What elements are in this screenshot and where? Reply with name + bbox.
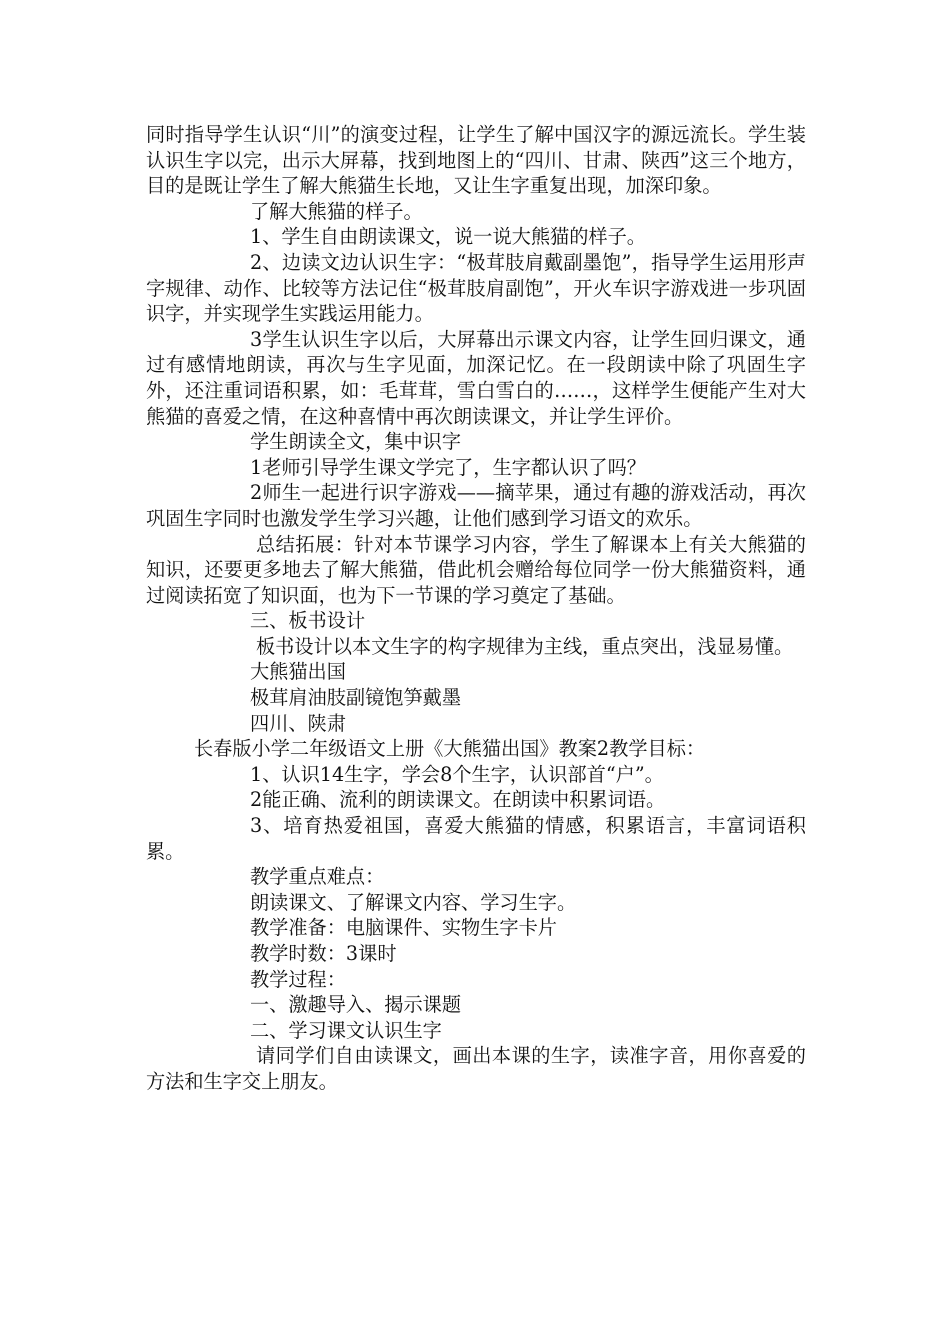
paragraph: 1、认识14生字，学会8个生字，认识部首“户”。 (250, 762, 664, 786)
paragraph: 请同学们自由读课文，画出本课的生字，读准字音，用你喜爱的方法和生字交上朋友。 (146, 1044, 806, 1093)
paragraph: 一、激趣导入、揭示课题 (250, 993, 462, 1017)
paragraph: 2、边读文边认识生字：“极茸肢肩戴副墨饱”，指导学生运用形声字规律、动作、比较等方法记住“极茸肢肩副饱”，开火车识字游戏进一步巩固识字，并实现学生实践运用能力。 (146, 250, 806, 326)
paragraph: 教学过程： (250, 967, 346, 991)
section-heading: 三、板书设计 (250, 609, 366, 633)
paragraph: 教学时数：3课时 (250, 942, 397, 965)
paragraph: 3、培育热爱祖国，喜爱大熊猫的情感，积累语言，丰富词语积累。 (146, 814, 806, 863)
objective-heading: 教学目标： (609, 737, 706, 761)
paragraph: 2能正确、流利的朗读课文。在朗读中积累词语。 (250, 788, 666, 812)
paragraph: 1、学生自由朗读课文，说一说大熊猫的样子。 (250, 225, 646, 249)
document-body (146, 122, 806, 1095)
paragraph: 朗读课文、了解课文内容、学习生字。 (250, 890, 577, 914)
paragraph: 1老师引导学生课文学完了，生字都认识了吗？ (250, 455, 646, 479)
paragraph: 总结拓展：针对本节课学习内容，学生了解课本上有关大熊猫的知识，还要更多地去了解大熊猫，借此机会赠给每位同学一份大熊猫资料，通过阅读拓宽了知识面，也为下一节课的学习奠定了基础。 (146, 532, 806, 607)
paragraph: 了解大熊猫的样子。 (250, 199, 423, 223)
paragraph: 板书设计以本文生字的构字规律为主线，重点突出，浅显易懂。 (256, 634, 794, 658)
paragraph: 3学生认识生字以后，大屏幕出示课文内容，让学生回归课文，通过有感情地朗读，再次与生字见面，加深记忆。在一段朗读中除了巩固生字外，还注重词语积累，如：毛茸茸，雪白雪白的……，这样学生便能产生对大熊猫的喜爱之情，在这种喜情中再次朗读课文，并让学生评价。 (146, 327, 806, 428)
board-line: 四川、陕肃 (250, 711, 346, 735)
board-line: 极茸肩油肢副镜饱笋戴墨 (250, 686, 462, 710)
lesson-title-paragraph (146, 736, 806, 762)
lesson-title: 长春版小学二年级语文上册《大熊猫出国》教案2 (194, 737, 610, 761)
paragraph: 同时指导学生认识“川”的演变过程，让学生了解中国汉字的源远流长。学生装认识生字以完，出示大屏幕，找到地图上的“四川、甘肃、陕西”这三个地方，目的是既让学生了解大熊猫生长地，又让生字重复出现，加深印象。 (146, 123, 806, 198)
board-line: 大熊猫出国 (250, 660, 346, 684)
paragraph: 教学重点难点： (250, 865, 385, 889)
paragraph: 教学准备：电脑课件、实物生字卡片 (250, 916, 557, 940)
paragraph: 二、学习课文认识生字 (250, 1018, 442, 1042)
paragraph: 2师生一起进行识字游戏——摘苹果，通过有趣的游戏活动，再次巩固生字同时也激发学生学习兴趣，让他们感到学习语文的欢乐。 (146, 481, 806, 530)
paragraph: 学生朗读全文，集中识字 (250, 430, 462, 454)
